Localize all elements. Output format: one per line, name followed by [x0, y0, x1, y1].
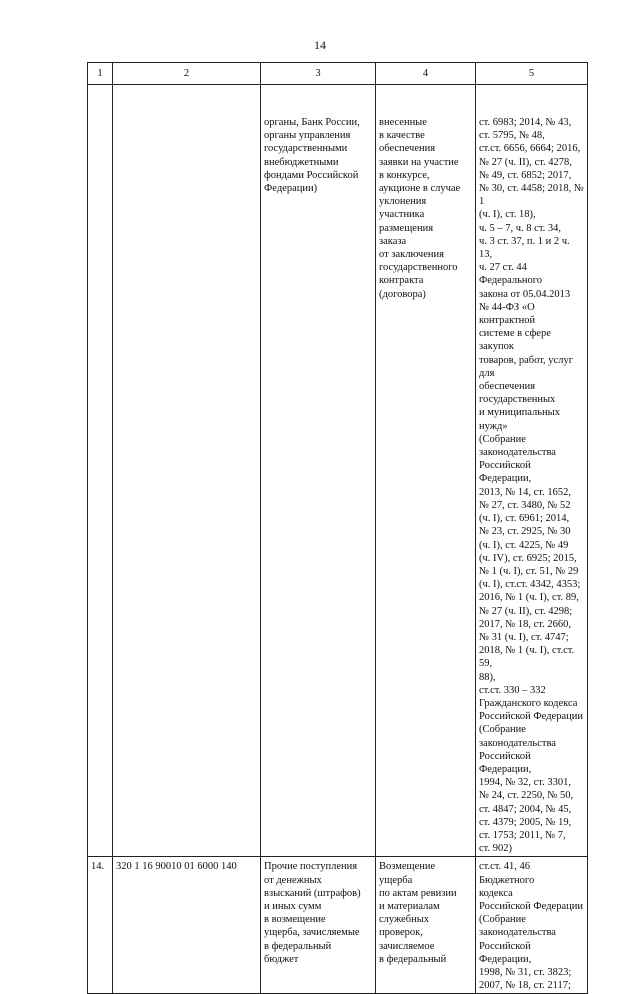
header-col-1: 1	[88, 63, 113, 85]
row-code: 320 1 16 90010 01 6000 140	[113, 857, 261, 994]
row-name: органы, Банк России, органы управления государственными внебюджетными фондами Российской Федерации)	[261, 85, 376, 857]
row-legal-basis: ст.ст. 41, 46 Бюджетного кодекса Российской Федерации (Собрание законодательства Российской Федерации, 1998, № 31, ст. 3823; 2007, № 18, ст. 2117;	[476, 857, 588, 994]
page-number: 14	[314, 38, 326, 52]
table-row	[88, 857, 588, 994]
row-name: Прочие поступления от денежных взысканий (штрафов) и иных сумм в возмещение ущерба, зачисляемые в федеральный бюджет	[261, 857, 376, 994]
header-col-2: 2	[113, 63, 261, 85]
row-legal-basis: ст. 6983; 2014, № 43, ст. 5795, № 48, ст.ст. 6656, 6664; 2016, № 27 (ч. II), ст. 4278, № 49, ст. 6852; 2017, № 30, ст. 4458; 2018, № 1 (ч. I), ст. 18), ч. 5 – 7, ч. 8 ст. 34, ч. 3 ст. 37, п. 1 и 2 ч. 13, ч. 27 ст. 44 Федерального закона от 05.04.2013 № 44-ФЗ «О контрактной системе в сфере закупок товаров, работ, услуг для обеспечения государственных и муниципальных нужд» (Собрание законодательства Российской Федерации, 2013, № 14, ст. 1652, № 27, ст. 3480, № 52 (ч. I), ст. 6961; 2014, № 23, ст. 2925, № 30 (ч. I), ст. 4225, № 49 (ч. IV), ст. 6925; 2015, № 1 (ч. I), ст. 51, № 29 (ч. I), ст.ст. 4342, 4353; 2016, № 1 (ч. I), ст. 89, № 27 (ч. II), ст. 4298; 2017, № 18, ст. 2660, № 31 (ч. I), ст. 4747; 2018, № 1 (ч. I), ст.ст. 59, 88), ст.ст. 330 – 332 Гражданского кодекса Российской Федерации (Собрание законодательства Российской Федерации, 1994, № 32, ст. 3301, № 24, ст. 2250, № 50, ст. 4847; 2004, № 45, ст. 4379; 2005, № 19, ст. 1753; 2011, № 7, ст. 902)	[476, 85, 588, 857]
row-number	[88, 85, 113, 857]
law-table	[87, 62, 588, 994]
row-number: 14.	[88, 857, 113, 994]
row-description: внесенные в качестве обеспечения заявки на участие в конкурсе, аукционе в случае уклонения участника размещения заказа от заключения государственного контракта (договора)	[376, 85, 476, 857]
header-col-5: 5	[476, 63, 588, 85]
table-row	[88, 85, 588, 857]
header-col-3: 3	[261, 63, 376, 85]
table-header-row	[88, 63, 588, 85]
header-col-4: 4	[376, 63, 476, 85]
row-description: Возмещение ущерба по актам ревизии и материалам служебных проверок, зачисляемое в федеральный	[376, 857, 476, 994]
row-code	[113, 85, 261, 857]
